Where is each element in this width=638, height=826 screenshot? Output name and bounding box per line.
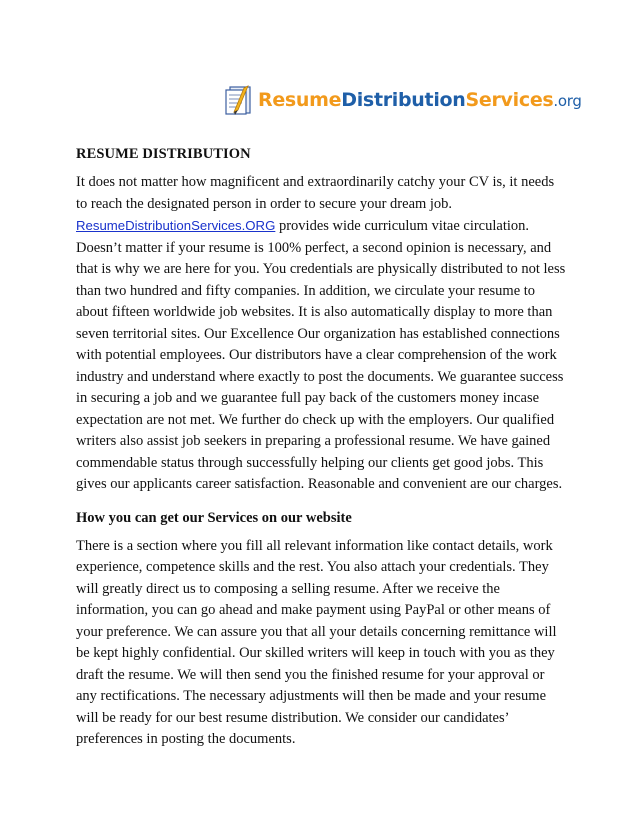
logo-wordmark — [258, 88, 582, 111]
intro-lead-text: It does not matter how magnificent and extraordinarily catchy your CV is, it needs to reach the designated person in order to secure your dream job. — [76, 174, 555, 212]
logo-word-org: .org — [553, 91, 582, 110]
intro-rest-text: provides wide curriculum vitae circulation. Doesn’t matter if your resume is 100% perfect, a second opinion is necessary, and that is why we are here for you. You credentials are physically distributed to not less than two hundred and fifty companies. In addition, we circulate your resume to about fifteen worldwide job websites. It is also automatically display to more than seven territorial sites. Our Excellence Our organization has established connections with potential employees. Our distributors have a clear comprehension of the work industry and understand where exactly to post the documents. We guarantee success in securing a job and we guarantee full pay back of the customers money incase expectation are not met. We further do check up with the employers. Our qualified writers also assist job seekers in preparing a professional resume. We have gained commendable status through successfully helping our clients get good jobs. This gives our applicants career satisfaction. Reasonable and convenient are our charges. — [76, 218, 566, 492]
section-heading: How you can get our Services on our website — [76, 509, 352, 526]
logo-word-resume: Resume — [258, 88, 342, 111]
resume-document-icon — [222, 84, 256, 116]
logo-word-services: Services — [465, 88, 554, 111]
logo-word-distribution: Distribution — [341, 88, 466, 111]
site-logo — [222, 84, 582, 116]
site-link[interactable]: ResumeDistributionServices.ORG — [76, 218, 276, 233]
document-body — [76, 142, 566, 751]
services-paragraph: There is a section where you fill all relevant information like contact details, work experience, competence skills and the rest. You also attach your credentials. They will greatly direct us to composing a selling resume. After we receive the information, you can go ahead and make payment using PayPal or other means of your preference. We can assure you that all your details concerning remittance will be kept highly confidential. Our skilled writers will keep in touch with you as they draft the resume. We will then send you the finished resume for your approval or any rectifications. The necessary adjustments will then be made and your resume will be ready for our best resume distribution. We consider our candidates’ preferences in posting the documents. — [76, 537, 557, 747]
intro-paragraph — [76, 172, 566, 496]
page-title: RESUME DISTRIBUTION — [76, 146, 251, 162]
